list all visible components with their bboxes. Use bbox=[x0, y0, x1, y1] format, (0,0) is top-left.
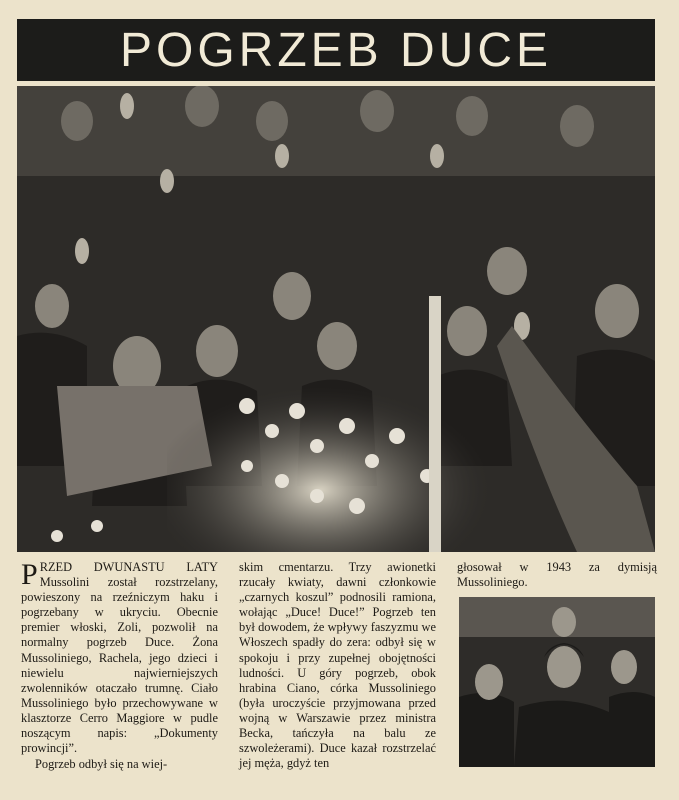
article-column-2 bbox=[239, 560, 436, 771]
countess-ciano-photo bbox=[459, 597, 655, 767]
page-title: POGRZEB DUCE bbox=[119, 23, 553, 77]
article-column-1 bbox=[21, 560, 218, 772]
funeral-crowd-photo bbox=[17, 86, 655, 552]
article-column-3 bbox=[457, 560, 657, 590]
article-column-2-text: skim cmentarzu. Trzy awionetki rzucały kwiaty, dawni członkowie „czarnych koszul” podnosili ramiona, wołając „Duce! Duce!” Pogrzeb ten był dowodem, że wpływy faszyzmu we Włoszech spadły do zera: odbył się w spokoju i przy zupełnej obojętności ludności. U góry pogrzeb, obok hrabina Ciano, córka Mussoliniego (była uroczyście przyjmowana przed wojną w Warszawie przez ministra Becka, tańczyła na balu ze szwoleżerami). Duce kazał rozstrzelać jej męża, gdyż ten bbox=[239, 560, 436, 771]
headline-banner bbox=[17, 19, 655, 81]
article-paragraph-1: RZED DWUNASTU LATY Mussolini został rozstrzelany, powieszony na rzeźniczym haku i pogrzebany w ukryciu. Obecnie premier włoski, Zoli, pozwolił na normalny pogrzeb Duce. Żona Mussoliniego, Rachela, jego dzieci i niewielu najwierniejszych zwolenników otaczało trumnę. Ciało Mussoliniego było przechowywane w klasztorze Cerro Maggiore w pudle noszącym napis: „Dokumenty prowincji”. bbox=[21, 560, 218, 756]
article-paragraph-2: Pogrzeb odbył się na wiej- bbox=[35, 757, 168, 772]
drop-cap: P bbox=[21, 558, 38, 591]
article-column-3-text: głosował w 1943 za dymisją Mussoliniego. bbox=[457, 560, 657, 590]
